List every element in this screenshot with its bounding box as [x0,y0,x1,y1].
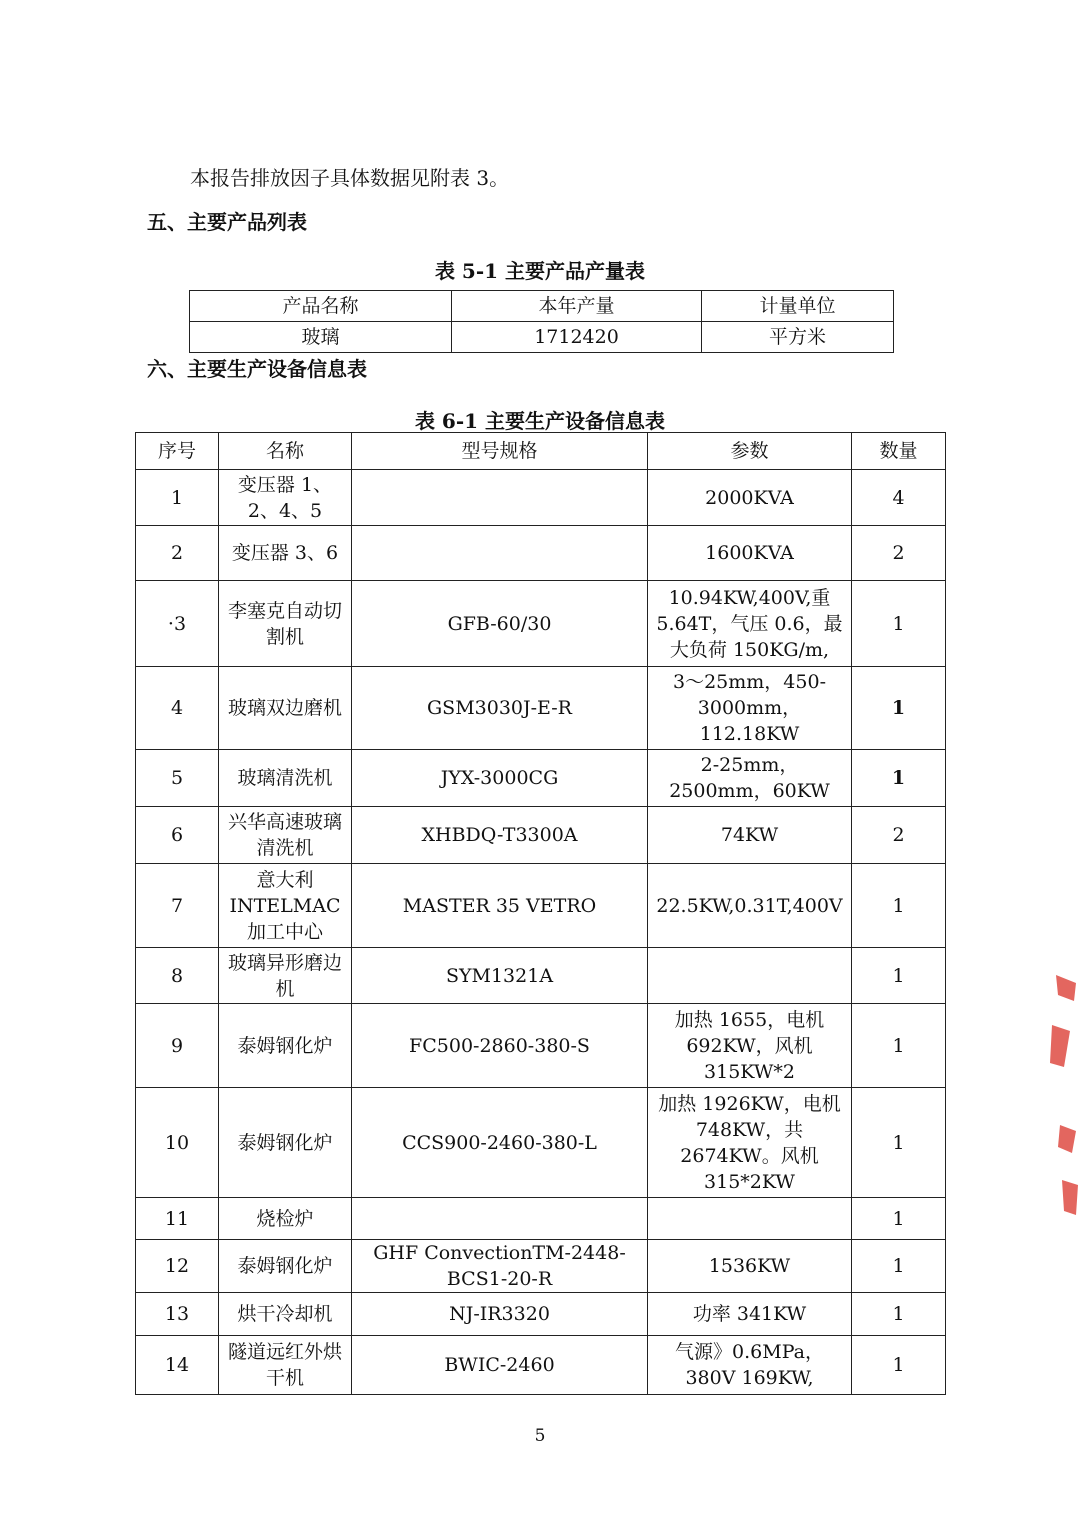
equipment-model-cell: FC500-2860-380-S [352,1004,648,1088]
equipment-qty-cell: 1 [852,1336,946,1395]
equipment-params-cell: 22.5KW,0.31T,400V [648,864,852,948]
equipment-no-cell: 12 [136,1240,219,1293]
equipment-model-cell: SYM1321A [352,948,648,1004]
equipment-params-cell: 功率 341KW [648,1293,852,1336]
table-row [136,526,946,581]
equipment-qty-cell: 1 [852,1088,946,1198]
equipment-params-cell: 1600KVA [648,526,852,581]
table-row [136,1336,946,1395]
equipment-no-cell: 5 [136,750,219,807]
equipment-qty-cell: 1 [852,581,946,667]
equipment-params-cell: 气源》0.6MPa，380V 169KW, [648,1336,852,1395]
product-table-header-row [190,291,894,322]
equipment-qty-cell: 4 [852,470,946,526]
red-seal-stamp-edge [1046,975,1080,1225]
product-name-cell: 玻璃 [190,322,452,353]
equipment-no-cell: 10 [136,1088,219,1198]
equipment-model-cell: CCS900-2460-380-L [352,1088,648,1198]
product-table [189,290,894,353]
equipment-name-cell: 玻璃异形磨边机 [219,948,352,1004]
equipment-params-cell: 2000KVA [648,470,852,526]
equipment-model-cell [352,1198,648,1240]
product-unit-cell: 平方米 [702,322,894,353]
equipment-model-cell: JYX-3000CG [352,750,648,807]
equipment-name-cell: 泰姆钢化炉 [219,1088,352,1198]
equipment-params-cell: 加热 1926KW，电机 748KW，共 2674KW。风机 315*2KW [648,1088,852,1198]
equipment-name-cell: 李塞克自动切割机 [219,581,352,667]
header-product-name: 产品名称 [190,291,452,322]
equipment-model-cell: BWIC-2460 [352,1336,648,1395]
section-5-heading: 五、主要产品列表 [147,210,307,234]
header-params: 参数 [648,433,852,470]
equipment-qty-cell: 1 [852,1240,946,1293]
header-no: 序号 [136,433,219,470]
header-annual-output: 本年产量 [452,291,702,322]
equipment-model-cell: GHF ConvectionTM-2448-BCS1-20-R [352,1240,648,1293]
page-number: 5 [534,1426,546,1446]
equipment-params-cell [648,948,852,1004]
equipment-no-cell: 7 [136,864,219,948]
equipment-no-cell: 14 [136,1336,219,1395]
equipment-qty-cell: 1 [852,1004,946,1088]
equipment-model-cell [352,526,648,581]
equipment-name-cell: 烧检炉 [219,1198,352,1240]
equipment-name-cell: 玻璃双边磨机 [219,667,352,750]
equipment-no-cell: 6 [136,807,219,864]
table-row [136,1004,946,1088]
table-row [136,1240,946,1293]
equipment-table-header-row [136,433,946,470]
equipment-qty-cell: 2 [852,526,946,581]
equipment-params-cell: 1536KW [648,1240,852,1293]
equipment-name-cell: 兴华高速玻璃清洗机 [219,807,352,864]
table-row [136,667,946,750]
table-row [136,807,946,864]
equipment-params-cell: 加热 1655，电机 692KW，风机 315KW*2 [648,1004,852,1088]
equipment-qty-cell: 1 [852,1293,946,1336]
table-row [136,470,946,526]
table-row [136,1198,946,1240]
equipment-no-cell: 8 [136,948,219,1004]
equipment-qty-cell: 1 [852,750,946,807]
equipment-qty-cell: 1 [852,1198,946,1240]
equipment-no-cell: 13 [136,1293,219,1336]
equipment-params-cell: 3～25mm，450-3000mm，112.18KW [648,667,852,750]
table-row [136,948,946,1004]
equipment-name-cell: 玻璃清洗机 [219,750,352,807]
equipment-no-cell: 1 [136,470,219,526]
header-qty: 数量 [852,433,946,470]
equipment-params-cell: 10.94KW,400V,重5.64T，气压 0.6，最大负荷 150KG/m, [648,581,852,667]
header-unit: 计量单位 [702,291,894,322]
table-row [136,750,946,807]
equipment-model-cell [352,470,648,526]
equipment-qty-cell: 1 [852,948,946,1004]
header-name: 名称 [219,433,352,470]
equipment-name-cell: 烘干冷却机 [219,1293,352,1336]
intro-text: 本报告排放因子具体数据见附表 3。 [190,166,510,190]
table-row [190,322,894,353]
equipment-no-cell: 2 [136,526,219,581]
equipment-name-cell: 变压器 1、2、4、5 [219,470,352,526]
table-row [136,581,946,667]
equipment-model-cell: NJ-IR3320 [352,1293,648,1336]
equipment-params-cell [648,1198,852,1240]
equipment-no-cell: ·3 [136,581,219,667]
equipment-model-cell: GFB-60/30 [352,581,648,667]
equipment-no-cell: 9 [136,1004,219,1088]
equipment-model-cell: GSM3030J-E-R [352,667,648,750]
equipment-name-cell: 泰姆钢化炉 [219,1004,352,1088]
equipment-qty-cell: 2 [852,807,946,864]
equipment-model-cell: XHBDQ-T3300A [352,807,648,864]
equipment-name-cell: 隧道远红外烘干机 [219,1336,352,1395]
equipment-no-cell: 11 [136,1198,219,1240]
equipment-name-cell: 意大利 INTELMAC 加工中心 [219,864,352,948]
table-row [136,1088,946,1198]
table-6-1-caption: 表 6-1 主要生产设备信息表 [414,409,666,433]
equipment-params-cell: 2-25mm，2500mm，60KW [648,750,852,807]
table-row [136,1293,946,1336]
table-row [136,864,946,948]
table-5-1-caption: 表 5-1 主要产品产量表 [434,259,646,283]
product-output-cell: 1712420 [452,322,702,353]
equipment-qty-cell: 1 [852,667,946,750]
equipment-name-cell: 泰姆钢化炉 [219,1240,352,1293]
equipment-no-cell: 4 [136,667,219,750]
equipment-params-cell: 74KW [648,807,852,864]
section-6-heading: 六、主要生产设备信息表 [147,357,367,381]
equipment-name-cell: 变压器 3、6 [219,526,352,581]
equipment-qty-cell: 1 [852,864,946,948]
equipment-table-body [136,470,946,1395]
equipment-table [135,432,946,1395]
equipment-model-cell: MASTER 35 VETRO [352,864,648,948]
header-model: 型号规格 [352,433,648,470]
